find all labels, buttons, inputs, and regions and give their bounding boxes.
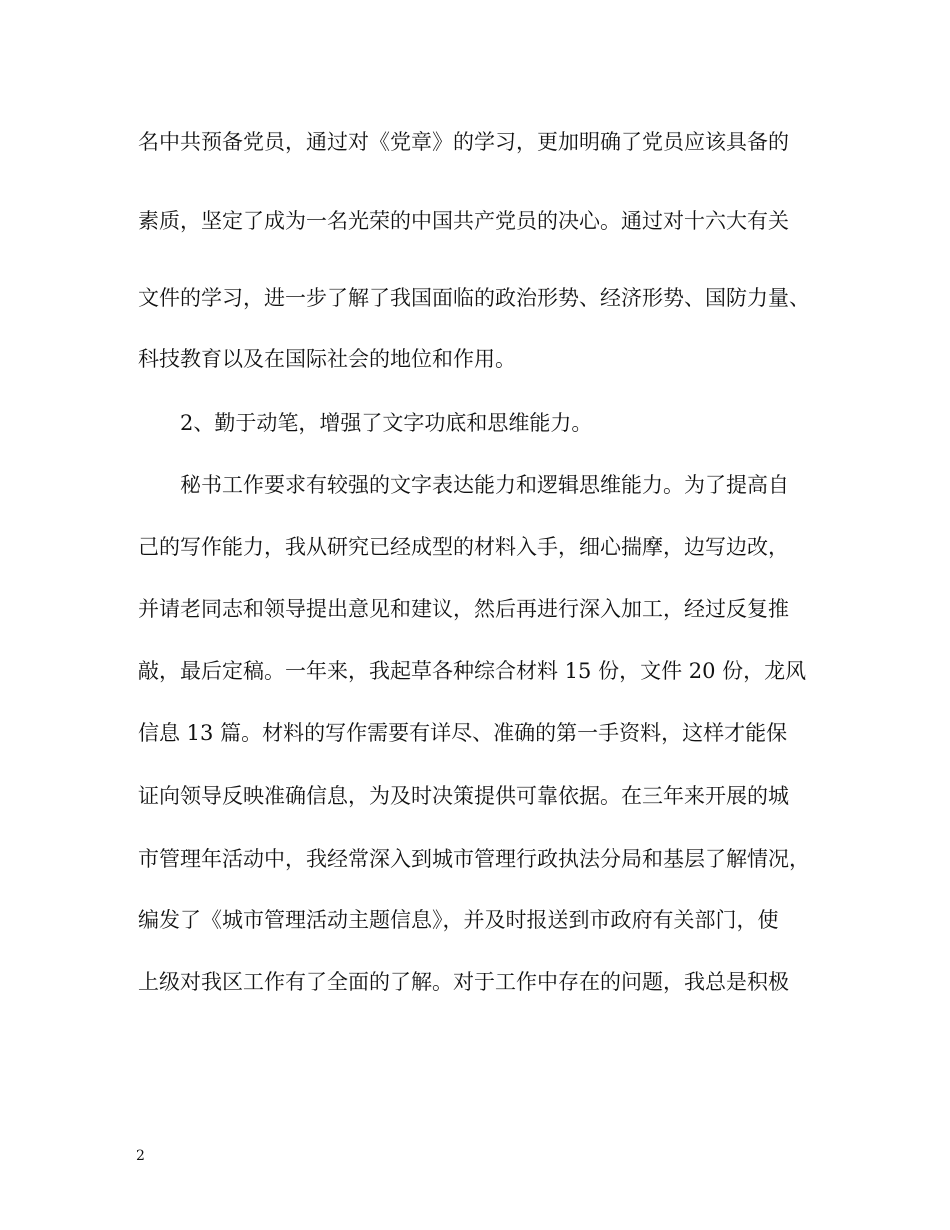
text-line: 编发了《城市管理活动主题信息》，并及时报送到市政府有关部门，使 bbox=[138, 908, 779, 932]
text-line: 己的写作能力，我从研究已经成型的材料入手，细心揣摩，边写边改， bbox=[138, 535, 789, 559]
text-line: 名中共预备党员，通过对《党章》的学习，更加明确了党员应该具备的 bbox=[138, 130, 789, 154]
text-line: 秘书工作要求有较强的文字表达能力和逻辑思维能力。为了提高自 bbox=[180, 473, 789, 497]
text-line: 证向领导反映准确信息，为及时决策提供可靠依据。在三年来开展的城 bbox=[138, 784, 789, 808]
text-line: 信息 13 篇。材料的写作需要有详尽、准确的第一手资料，这样才能保 bbox=[138, 721, 788, 745]
text-line: 并请老同志和领导提出意见和建议，然后再进行深入加工，经过反复推 bbox=[138, 597, 789, 621]
page-number: 2 bbox=[136, 1148, 145, 1164]
text-line: 市管理年活动中，我经常深入到城市管理行政执法分局和基层了解情况， bbox=[138, 847, 810, 871]
text-line: 敲，最后定稿。一年来，我起草各种综合材料 15 份，文件 20 份，龙风 bbox=[138, 659, 807, 683]
text-line: 素质，坚定了成为一名光荣的中国共产党员的决心。通过对十六大有关 bbox=[138, 209, 789, 233]
text-line: 上级对我区工作有了全面的了解。对于工作中存在的问题，我总是积极 bbox=[138, 970, 789, 994]
text-line: 文件的学习，进一步了解了我国面临的政治形势、经济形势、国防力量、 bbox=[138, 286, 810, 310]
section-heading: 2、勤于动笔，增强了文字功底和思维能力。 bbox=[180, 411, 593, 435]
text-line: 科技教育以及在国际社会的地位和作用。 bbox=[138, 347, 516, 371]
